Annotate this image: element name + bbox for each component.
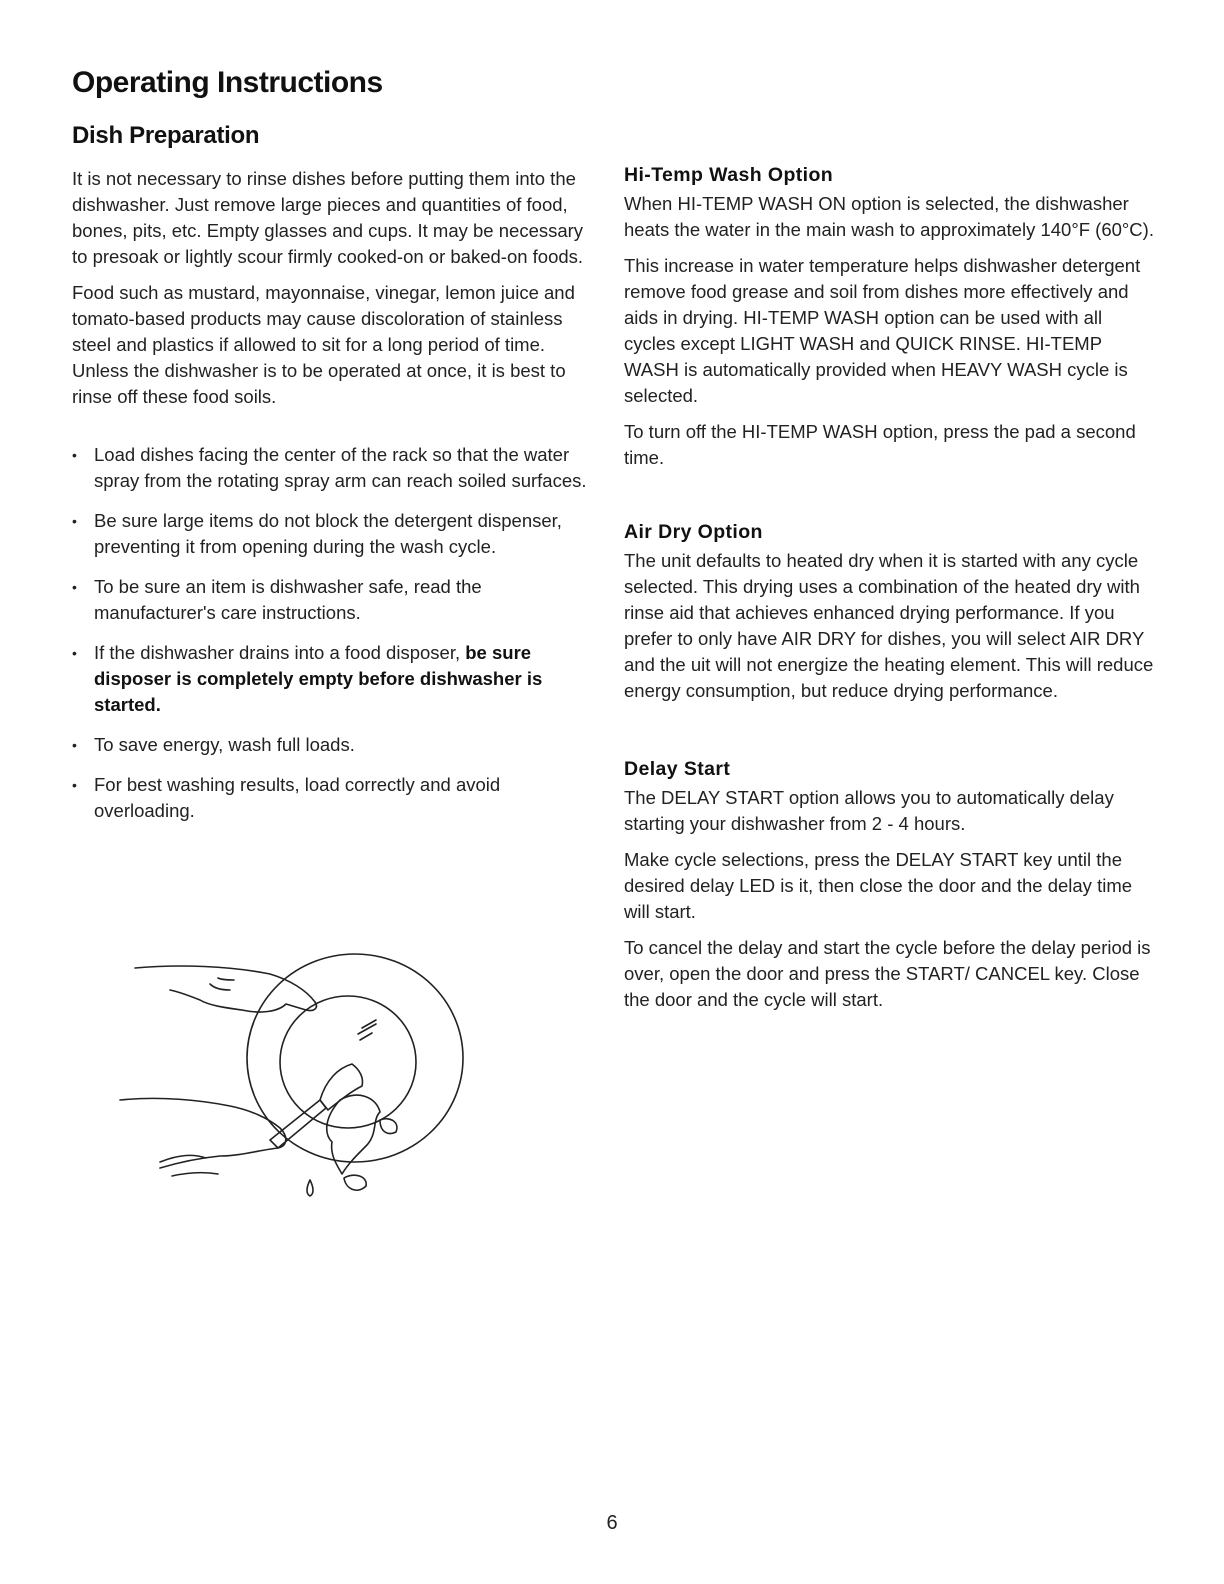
list-item: • To be sure an item is dishwasher safe, read the manufacturer's care instructions. bbox=[72, 574, 592, 626]
disposer-warning: be sure disposer is completely empty before dishwasher is started. bbox=[94, 642, 543, 715]
list-item: • Be sure large items do not block the detergent dispenser, preventing it from opening during the wash cycle. bbox=[72, 508, 592, 560]
page-title: Operating Instructions bbox=[72, 66, 383, 99]
delay-start-paragraph-2: Make cycle selections, press the DELAY START key until the desired delay LED is it, then close the door and the delay time will start. bbox=[624, 849, 1133, 922]
list-item: • For best washing results, load correctly and avoid overloading. bbox=[72, 772, 592, 824]
upper-hand-fingers bbox=[210, 978, 234, 990]
hi-temp-paragraph-3: To turn off the HI-TEMP WASH option, press the pad a second time. bbox=[624, 421, 1136, 468]
hi-temp-wash-section bbox=[624, 164, 1154, 471]
shine-icon bbox=[358, 1020, 376, 1040]
delay-start-paragraph-1: The DELAY START option allows you to automatically delay starting your dishwasher from 2 - 4 hours. bbox=[624, 787, 1114, 834]
hi-temp-wash-heading: Hi-Temp Wash Option bbox=[624, 164, 834, 186]
dish-prep-paragraph-2: Food such as mustard, mayonnaise, vinegar, lemon juice and tomato-based products may cause discoloration of stainless steel and plastics if allowed to sit for a long period of time. Unless the dishwasher is to be operated at once, it is best to rinse off these food soils. bbox=[72, 282, 575, 407]
delay-start-heading: Delay Start bbox=[624, 758, 731, 780]
food-scraps-small bbox=[380, 1119, 397, 1134]
upper-hand bbox=[135, 966, 316, 1012]
delay-start-section bbox=[624, 758, 1154, 1013]
delay-start-paragraph-3: To cancel the delay and start the cycle before the delay period is over, open the door and press the START/ CANCEL key. Close the door and the cycle will start. bbox=[624, 937, 1151, 1010]
air-dry-paragraph: The unit defaults to heated dry when it is started with any cycle selected. This drying uses a combination of the heated dry with rinse aid that achieves enhanced drying performance. If you prefer to only have AIR DRY for dishes, you will select AIR DRY and the uit will not energize the heating element. This will reduce energy consumption, but reduce drying performance. bbox=[624, 550, 1154, 701]
air-dry-heading: Air Dry Option bbox=[624, 521, 763, 543]
food-scraps-fallen bbox=[344, 1175, 366, 1190]
air-dry-section bbox=[624, 521, 1154, 704]
water-drop-icon bbox=[307, 1180, 313, 1196]
list-item: • To save energy, wash full loads. bbox=[72, 732, 592, 758]
disposer-text: If the dishwasher drains into a food disposer, bbox=[94, 642, 466, 663]
right-column bbox=[624, 164, 1154, 1023]
section-title-dish-preparation: Dish Preparation bbox=[72, 122, 260, 149]
scraper-blade bbox=[320, 1064, 363, 1110]
hi-temp-paragraph-2: This increase in water temperature helps dishwasher detergent remove food grease and soil from dishes more effectively and aids in drying. HI-TEMP WASH option can be used with all cycles except LIGHT WASH and QUICK RINSE. HI-TEMP WASH is automatically provided when HEAVY WASH cycle is selected. bbox=[624, 255, 1141, 406]
dish-prep-paragraph-1: It is not necessary to rinse dishes before putting them into the dishwasher. Just remove large pieces and quantities of food, bones, pits, etc. Empty glasses and cups. It may be necessary to presoak or lightly scour firmly cooked-on or baked-on foods. bbox=[72, 168, 584, 267]
plate-well bbox=[280, 996, 416, 1128]
hi-temp-paragraph-1: When HI-TEMP WASH ON option is selected, the dishwasher heats the water in the main wash to approximately 140°F (60°C). bbox=[624, 193, 1154, 240]
loading-tips-list bbox=[72, 442, 592, 824]
plate-scraping-illustration bbox=[110, 950, 470, 1210]
left-column bbox=[72, 166, 592, 838]
list-item: • Load dishes facing the center of the rack so that the water spray from the rotating spray arm can reach soiled surfaces. bbox=[72, 442, 592, 494]
list-item bbox=[72, 640, 592, 718]
page-number: 6 bbox=[606, 1512, 618, 1534]
